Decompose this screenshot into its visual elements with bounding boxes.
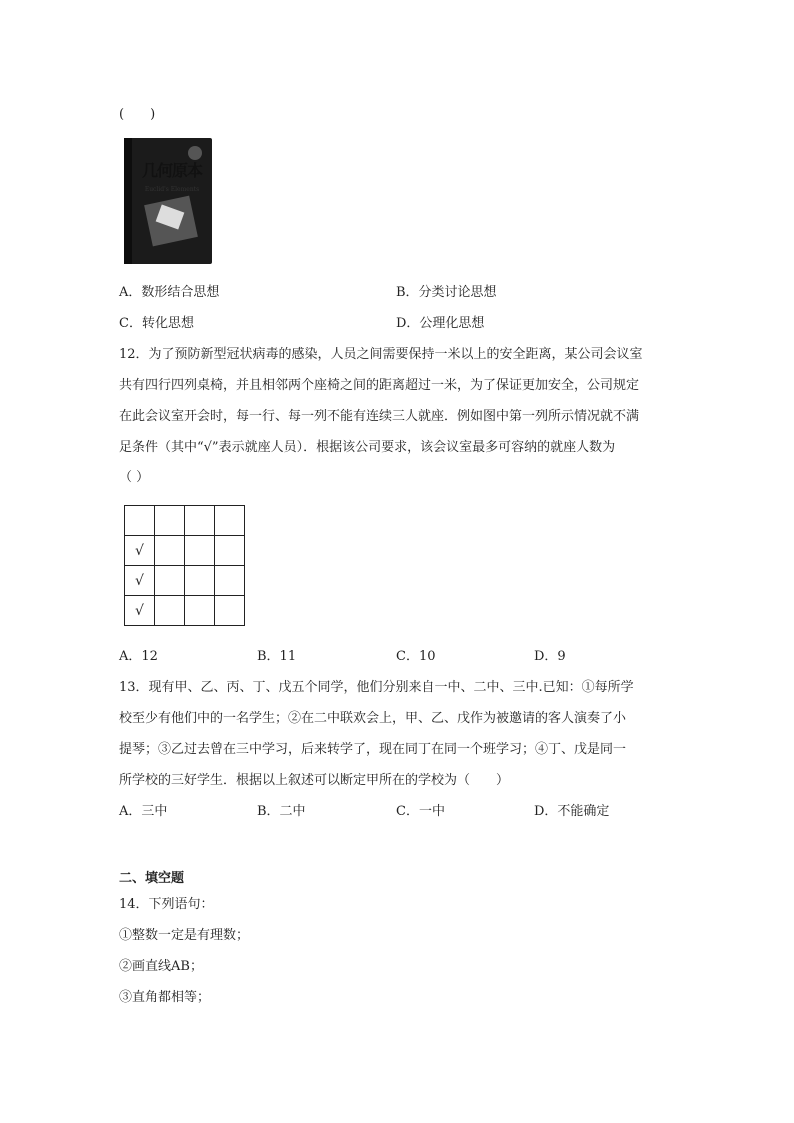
- seat-cell: √: [125, 596, 155, 626]
- q12-text-line-1: 12．为了预防新型冠状病毒的感染，人员之间需要保持一米以上的安全距离，某公司会议室: [119, 347, 643, 362]
- book-subtitle: Euclid's Elements: [144, 186, 200, 193]
- seat-cell: [155, 506, 185, 536]
- q11-answer-paren: ( ): [119, 107, 156, 122]
- seat-grid: [124, 505, 245, 626]
- q12-option-b: B．11: [257, 649, 297, 664]
- seat-cell: [215, 596, 245, 626]
- q12-option-c: C．10: [396, 649, 436, 664]
- q13-text-line-4: 所学校的三好学生．根据以上叙述可以断定甲所在的学校为（ ）: [119, 773, 510, 788]
- seat-cell: [125, 506, 155, 536]
- seat-row: [125, 596, 245, 626]
- seat-cell: [155, 566, 185, 596]
- seat-cell: [185, 566, 215, 596]
- seat-row: [125, 536, 245, 566]
- seat-cell: √: [125, 536, 155, 566]
- q12-option-a: A．12: [119, 649, 158, 664]
- book-title: 几何原本: [142, 161, 203, 180]
- seat-cell: [215, 536, 245, 566]
- seat-cell: √: [125, 566, 155, 596]
- q12-text-line-3: 在此会议室开会时，每一行、每一列不能有连续三人就座．例如图中第一列所示情况就不满: [119, 409, 640, 424]
- seat-cell: [185, 536, 215, 566]
- q13-option-d: D．不能确定: [534, 804, 610, 819]
- seat-cell: [155, 536, 185, 566]
- section-title-fill-in: 二、填空题: [119, 871, 185, 886]
- q11-option-c: C．转化思想: [119, 316, 194, 331]
- q13-text-line-3: 提琴；③乙过去曾在三中学习，后来转学了，现在同丁在同一个班学习；④丁、戊是同一: [119, 742, 627, 757]
- seat-cell: [215, 566, 245, 596]
- q12-option-d: D．9: [534, 649, 566, 664]
- q14-text-line-1: 14．下列语句：: [119, 897, 214, 912]
- seat-row: [125, 566, 245, 596]
- q12-text-line-4: 足条件（其中“√”表示就座人员）．根据该公司要求，该会议室最多可容纳的就座人数为: [119, 440, 616, 455]
- seat-cell: [185, 506, 215, 536]
- book-spine: [124, 138, 132, 264]
- seat-cell: [215, 506, 245, 536]
- q11-option-b: B．分类讨论思想: [396, 285, 497, 300]
- q12-text-line-5: （ ）: [119, 470, 150, 485]
- q11-option-d: D．公理化思想: [396, 316, 485, 331]
- q11-option-a: A．数形结合思想: [119, 285, 220, 300]
- elements-book-image: [124, 138, 212, 264]
- q13-text-line-2: 校至少有他们中的一名学生；②在二中联欢会上，甲、乙、戊作为被邀请的客人演奏了小: [119, 711, 627, 726]
- q13-option-a: A．三中: [119, 804, 168, 819]
- seat-cell: [185, 596, 215, 626]
- seat-cell: [155, 596, 185, 626]
- q13-text-line-1: 13．现有甲、乙、丙、丁、戊五个同学，他们分别来自一中、二中、三中.已知：①每所学: [119, 680, 634, 695]
- q14-statement-1: ①整数一定是有理数；: [119, 928, 250, 943]
- q14-statement-3: ③直角都相等；: [119, 990, 211, 1005]
- q12-text-line-2: 共有四行四列桌椅，并且相邻两个座椅之间的距离超过一米，为了保证更加安全，公司规定: [119, 378, 640, 393]
- q13-option-c: C．一中: [396, 804, 445, 819]
- q14-statement-2: ②画直线AB；: [119, 959, 203, 974]
- q13-option-b: B．二中: [257, 804, 306, 819]
- seat-row: [125, 506, 245, 536]
